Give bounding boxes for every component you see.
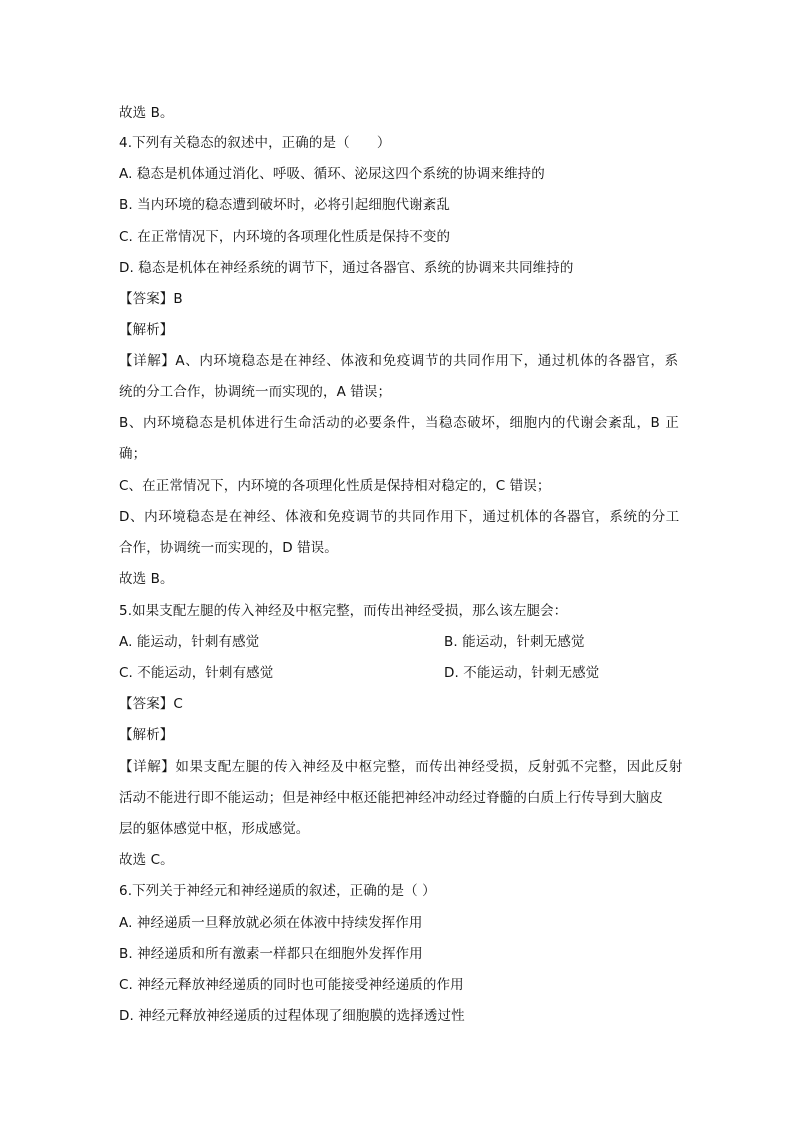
question-5-stem: 5.如果支配左腿的传入神经及中枢完整，而传出神经受损，那么该左腿会：	[119, 603, 568, 619]
question-4-explanation-line: B、内环境稳态是机体进行生命活动的必要条件，当稳态破坏，细胞内的代谢会紊乱，B 正	[119, 415, 680, 431]
question-5-explanation-line: 层的躯体感觉中枢，形成感觉。	[119, 821, 310, 837]
question-6-option-d: D. 神经元释放神经递质的过程体现了细胞膜的选择透过性	[119, 1008, 465, 1024]
question-5-explanation-line: 活动不能进行即不能运动；但是神经中枢还能把神经冲动经过脊髓的白质上行传导到大脑皮	[119, 790, 663, 806]
conclusion-q5: 故选 C。	[119, 852, 174, 868]
question-5-option-c: C. 不能运动，针刺有感觉	[119, 665, 274, 681]
conclusion-q4: 故选 B。	[119, 571, 174, 587]
question-5-analysis-heading: 【解析】	[119, 727, 174, 743]
question-6-option-b: B. 神经递质和所有激素一样都只在细胞外发挥作用	[119, 946, 423, 962]
question-6-stem: 6.下列关于神经元和神经递质的叙述，正确的是（ ）	[119, 883, 436, 899]
question-4-explanation-line: 【详解】A、内环境稳态是在神经、体液和免疫调节的共同作用下，通过机体的各器官，系	[119, 353, 679, 369]
question-4-option-d: D. 稳态是机体在神经系统的调节下，通过各器官、系统的协调来共同维持的	[119, 260, 574, 276]
question-5-explanation-line: 【详解】如果支配左腿的传入神经及中枢完整，而传出神经受损，反射弧不完整，因此反射	[119, 759, 683, 775]
question-4-analysis-heading: 【解析】	[119, 322, 174, 338]
question-4-explanation-line: D、内环境稳态是在神经、体液和免疫调节的共同作用下，通过机体的各器官，系统的分工	[119, 509, 680, 525]
question-5-option-d: D. 不能运动，针刺无感觉	[444, 665, 600, 681]
conclusion-q3: 故选 B。	[119, 105, 174, 121]
question-4-explanation-line: 合作，协调统一而实现的，D 错误。	[119, 540, 338, 556]
question-4-explanation-line: 确；	[119, 446, 147, 462]
question-4-explanation-line: C、在正常情况下，内环境的各项理化性质是保持相对稳定的，C 错误；	[119, 478, 551, 494]
question-6-option-a: A. 神经递质一旦释放就必须在体液中持续发挥作用	[119, 915, 423, 931]
question-5-option-a: A. 能运动，针刺有感觉	[119, 634, 260, 650]
question-4-option-b: B. 当内环境的稳态遭到破坏时，必将引起细胞代谢紊乱	[119, 197, 450, 213]
question-5-answer: 【答案】C	[119, 696, 183, 712]
question-4-explanation-line: 统的分工合作，协调统一而实现的，A 错误；	[119, 384, 392, 400]
question-4-option-a: A. 稳态是机体通过消化、呼吸、循环、泌尿这四个系统的协调来维持的	[119, 166, 545, 182]
question-4-stem: 4.下列有关稳态的叙述中，正确的是（ ）	[119, 135, 391, 151]
question-4-answer: 【答案】B	[119, 291, 183, 307]
question-5-option-b: B. 能运动，针刺无感觉	[444, 634, 585, 650]
question-4-option-c: C. 在正常情况下，内环境的各项理化性质是保持不变的	[119, 229, 451, 245]
question-6-option-c: C. 神经元释放神经递质的同时也可能接受神经递质的作用	[119, 977, 464, 993]
